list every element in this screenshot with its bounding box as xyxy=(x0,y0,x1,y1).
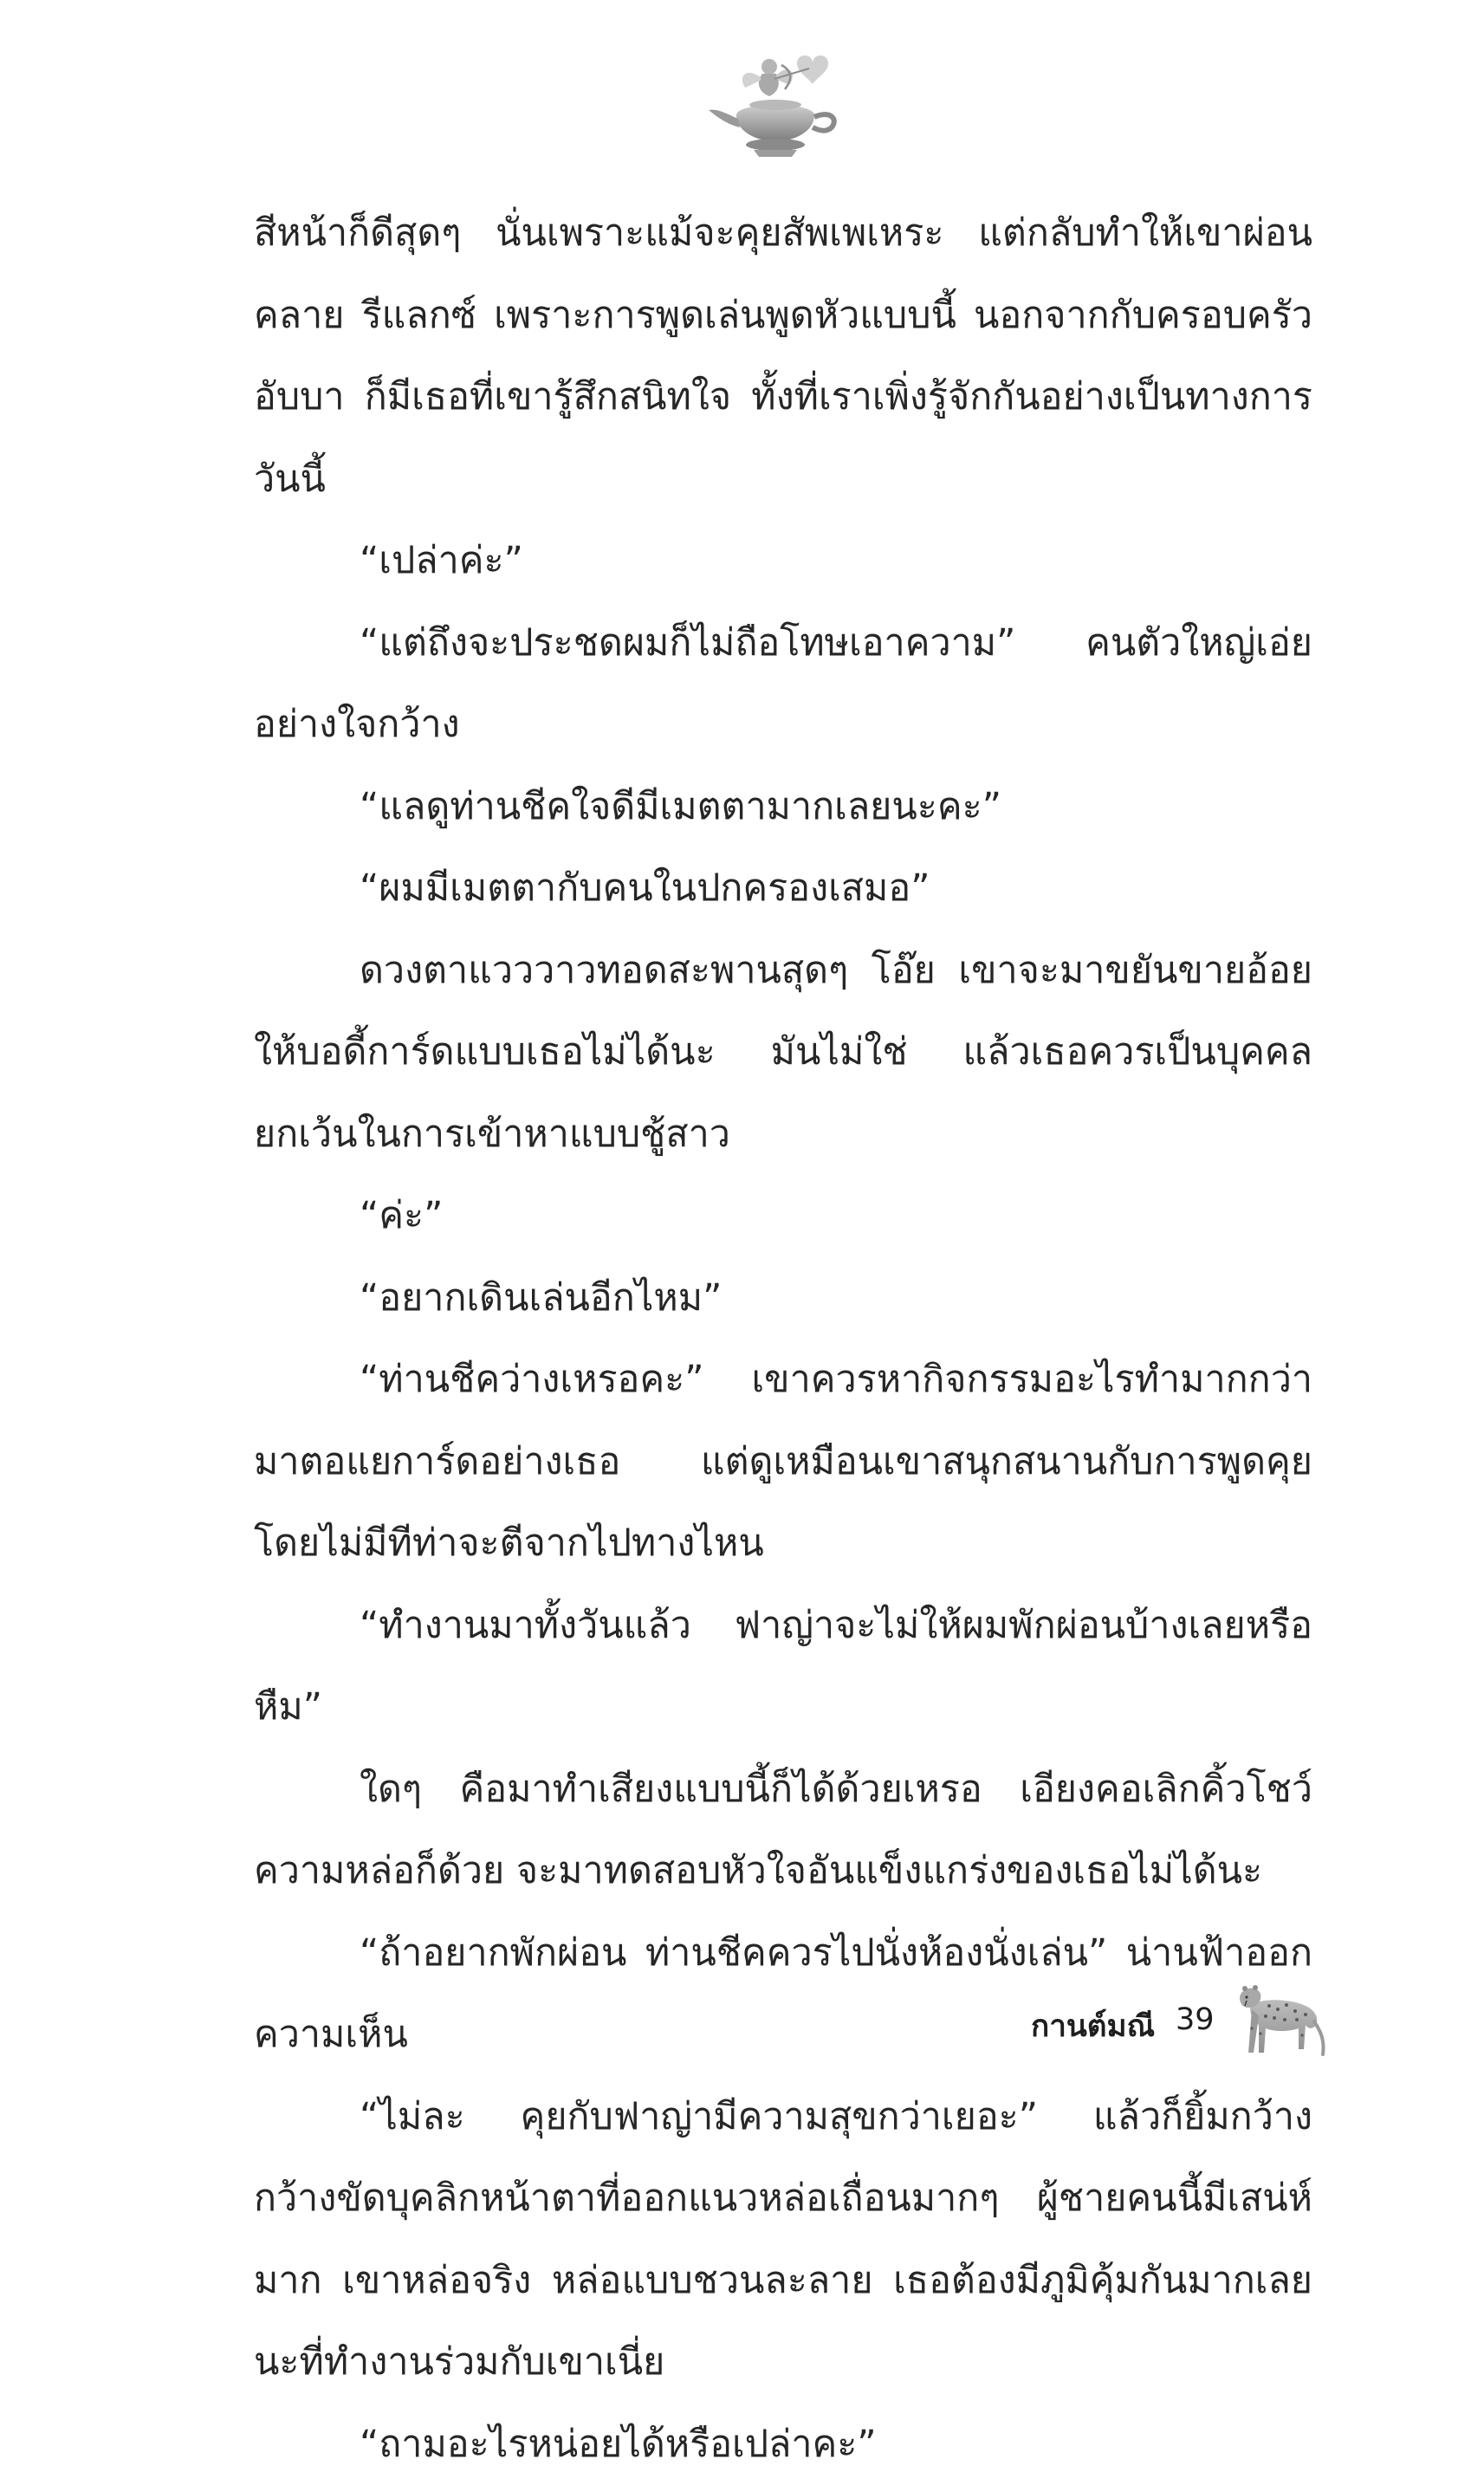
paragraph: “ถามอะไรหน่อยได้หรือเปล่าคะ” xyxy=(254,2404,1312,2485)
paragraph: “ค่ะ” xyxy=(254,1175,1312,1257)
paragraph: “อยากเดินเล่นอีกไหม” xyxy=(254,1257,1312,1340)
paragraph: “แลดูท่านชีคใจดีมีเมตตามากเลยนะคะ” xyxy=(254,766,1312,848)
cheetah-icon xyxy=(1235,1980,1330,2060)
paragraph: สีหน้าก็ดีสุดๆ นั่นเพราะแม้จะคุยสัพเพเหระ แต่กลับทำให้เขาผ่อนคลาย รีแลกซ์ เพราะการพูดเล่นพูดหัวแบบนี้ นอกจากกับครอบครัว อับบา ก็มีเธอที่เขารู้สึกสนิทใจ ทั้งที่เราเพิ่งรู้จักกันอย่างเป็นทางการวันนี้ xyxy=(254,192,1312,520)
paragraph: “เปล่าค่ะ” xyxy=(254,520,1312,602)
book-title: กานต์มณี xyxy=(1031,2002,1155,2050)
paragraph: “ทำงานมาทั้งวันแล้ว ฟาญ่าจะไม่ให้ผมพักผ่อนบ้างเลยหรือหืม” xyxy=(254,1585,1312,1749)
paragraph: ดวงตาแวววาวทอดสะพานสุดๆ โอ๊ย เขาจะมาขยันขายอ้อยให้บอดี้การ์ดแบบเธอไม่ได้นะ มันไม่ใช่ แล้วเธอควรเป็นบุคคลยกเว้นในการเข้าหาแบบชู้สาว xyxy=(254,930,1312,1176)
paragraph: “ผมมีเมตตากับคนในปกครองเสมอ” xyxy=(254,847,1312,930)
page-footer xyxy=(996,1980,1343,2067)
paragraph: “ไม่ละ คุยกับฟาญ่ามีความสุขกว่าเยอะ” แล้วก็ยิ้มกว้าง กว้างขัดบุคลิกหน้าตาที่ออกแนวหล่อเถื่อนมากๆ ผู้ชายคนนี้มีเสน่ห์มาก เขาหล่อจริง หล่อแบบชวนละลาย เธอต้องมีภูมิคุ้มกันมากเลยนะที่ทำงานร่วมกับเขาเนี่ย xyxy=(254,2076,1312,2404)
paragraph: “แต่ถึงจะประชดผมก็ไม่ถือโทษเอาความ” คนตัวใหญ่เอ่ยอย่างใจกว้าง xyxy=(254,602,1312,766)
page-number: 39 xyxy=(1176,2002,1215,2037)
chapter-body-text xyxy=(254,192,1312,2485)
paragraph: “ถ้าอยากพักผ่อน ท่านชีคควรไปนั่งห้องนั่งเล่น” น่านฟ้าออกความเห็น xyxy=(254,1912,1312,2076)
paragraph: “ท่านชีคว่างเหรอคะ” เขาควรหากิจกรรมอะไรทำมากกว่ามาตอแยการ์ดอย่างเธอ แต่ดูเหมือนเขาสนุกสนานกับการพูดคุย โดยไม่มีทีท่าจะตีจากไปทางไหน xyxy=(254,1339,1312,1585)
paragraph: ใดๆ คือมาทำเสียงแบบนี้ก็ได้ด้วยเหรอ เอียงคอเลิกคิ้วโชว์ความหล่อก็ด้วย จะมาทดสอบหัวใจอันแข็งแกร่งของเธอไม่ได้นะ xyxy=(254,1749,1312,1912)
cupid-teapot-icon xyxy=(702,48,849,165)
